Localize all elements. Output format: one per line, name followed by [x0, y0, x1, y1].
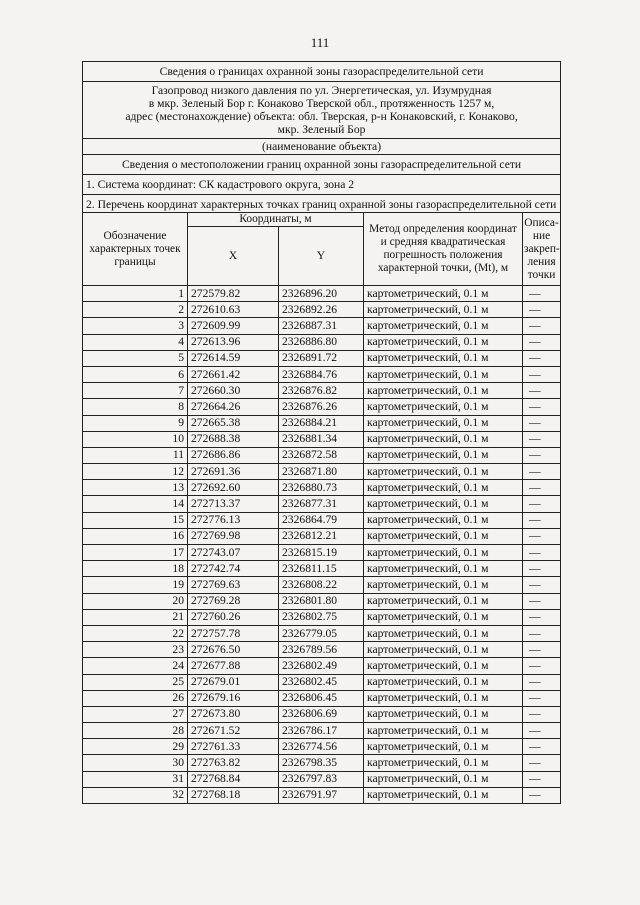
table-row	[83, 561, 561, 577]
point-number-cell: 11	[83, 447, 188, 463]
point-number-cell: 14	[83, 496, 188, 512]
table-row	[83, 447, 561, 463]
y-coordinate-cell: 2326884.76	[279, 366, 364, 382]
table-row	[83, 658, 561, 674]
point-number-cell: 32	[83, 787, 188, 803]
x-coordinate-cell: 272713.37	[188, 496, 279, 512]
document-title: Сведения о границах охранной зоны газораспределительной сети	[83, 62, 561, 82]
y-coordinate-cell: 2326806.45	[279, 690, 364, 706]
col-coords-header: Координаты, м	[188, 213, 364, 227]
point-number-cell: 1	[83, 286, 188, 302]
y-coordinate-cell: 2326811.15	[279, 561, 364, 577]
method-cell: картометрический, 0.1 м	[364, 286, 523, 302]
y-coordinate-cell: 2326774.56	[279, 739, 364, 755]
description-cell: —	[523, 739, 561, 755]
table-row	[83, 431, 561, 447]
method-cell: картометрический, 0.1 м	[364, 334, 523, 350]
x-coordinate-cell: 272671.52	[188, 723, 279, 739]
point-number-cell: 23	[83, 642, 188, 658]
y-coordinate-cell: 2326812.21	[279, 528, 364, 544]
x-coordinate-cell: 272768.18	[188, 787, 279, 803]
description-cell: —	[523, 286, 561, 302]
y-coordinate-cell: 2326876.82	[279, 383, 364, 399]
col-method-header: Метод определения координат и средняя квадратическая погрешность положения характерной точки, (Mt), м	[364, 213, 523, 286]
description-cell: —	[523, 625, 561, 641]
description-cell: —	[523, 496, 561, 512]
y-coordinate-cell: 2326891.72	[279, 350, 364, 366]
point-number-cell: 7	[83, 383, 188, 399]
method-cell: картометрический, 0.1 м	[364, 658, 523, 674]
x-coordinate-cell: 272691.36	[188, 464, 279, 480]
table-row	[83, 690, 561, 706]
y-coordinate-cell: 2326877.31	[279, 496, 364, 512]
method-cell: картометрический, 0.1 м	[364, 593, 523, 609]
y-coordinate-cell: 2326876.26	[279, 399, 364, 415]
description-cell: —	[523, 787, 561, 803]
col-description-header: Описа- ние закреп- ления точки	[523, 213, 561, 286]
page-number: 111	[310, 35, 330, 50]
point-number-cell: 10	[83, 431, 188, 447]
table-row	[83, 739, 561, 755]
point-number-cell: 19	[83, 577, 188, 593]
point-number-cell: 20	[83, 593, 188, 609]
point-number-cell: 26	[83, 690, 188, 706]
method-cell: картометрический, 0.1 м	[364, 706, 523, 722]
description-cell: —	[523, 545, 561, 561]
point-number-cell: 16	[83, 528, 188, 544]
col-y-header: Y	[279, 227, 364, 286]
x-coordinate-cell: 272769.63	[188, 577, 279, 593]
point-number-cell: 15	[83, 512, 188, 528]
object-name	[83, 82, 561, 139]
description-cell: —	[523, 464, 561, 480]
method-cell: картометрический, 0.1 м	[364, 787, 523, 803]
description-cell: —	[523, 674, 561, 690]
y-coordinate-cell: 2326806.69	[279, 706, 364, 722]
description-cell: —	[523, 334, 561, 350]
object-line: адрес (местонахождение) объекта: обл. Тверская, р-н Конаковский, г. Конаково,	[125, 110, 518, 123]
method-cell: картометрический, 0.1 м	[364, 431, 523, 447]
method-cell: картометрический, 0.1 м	[364, 755, 523, 771]
x-coordinate-cell: 272676.50	[188, 642, 279, 658]
table-row	[83, 512, 561, 528]
x-coordinate-cell: 272665.38	[188, 415, 279, 431]
point-number-cell: 24	[83, 658, 188, 674]
x-coordinate-cell: 272743.07	[188, 545, 279, 561]
point-number-cell: 27	[83, 706, 188, 722]
method-cell: картометрический, 0.1 м	[364, 447, 523, 463]
x-coordinate-cell: 272742.74	[188, 561, 279, 577]
point-number-cell: 8	[83, 399, 188, 415]
x-coordinate-cell: 272579.82	[188, 286, 279, 302]
description-cell: —	[523, 447, 561, 463]
table-row	[83, 480, 561, 496]
x-coordinate-cell: 272613.96	[188, 334, 279, 350]
x-coordinate-cell: 272757.78	[188, 625, 279, 641]
x-coordinate-cell: 272761.33	[188, 739, 279, 755]
x-coordinate-cell: 272677.88	[188, 658, 279, 674]
table-row	[83, 771, 561, 787]
method-cell: картометрический, 0.1 м	[364, 350, 523, 366]
description-cell: —	[523, 642, 561, 658]
y-coordinate-cell: 2326871.80	[279, 464, 364, 480]
description-cell: —	[523, 771, 561, 787]
method-cell: картометрический, 0.1 м	[364, 561, 523, 577]
y-coordinate-cell: 2326789.56	[279, 642, 364, 658]
method-cell: картометрический, 0.1 м	[364, 399, 523, 415]
method-cell: картометрический, 0.1 м	[364, 318, 523, 334]
x-coordinate-cell: 272776.13	[188, 512, 279, 528]
x-coordinate-cell: 272769.98	[188, 528, 279, 544]
point-number-cell: 18	[83, 561, 188, 577]
method-cell: картометрический, 0.1 м	[364, 577, 523, 593]
description-cell: —	[523, 755, 561, 771]
table-row	[83, 674, 561, 690]
x-coordinate-cell: 272679.16	[188, 690, 279, 706]
table-row	[83, 706, 561, 722]
x-coordinate-cell: 272661.42	[188, 366, 279, 382]
description-cell: —	[523, 723, 561, 739]
point-number-cell: 22	[83, 625, 188, 641]
method-cell: картометрический, 0.1 м	[364, 642, 523, 658]
point-number-cell: 12	[83, 464, 188, 480]
y-coordinate-cell: 2326798.35	[279, 755, 364, 771]
table-row	[83, 334, 561, 350]
y-coordinate-cell: 2326802.45	[279, 674, 364, 690]
method-cell: картометрический, 0.1 м	[364, 464, 523, 480]
table-row	[83, 642, 561, 658]
method-cell: картометрический, 0.1 м	[364, 512, 523, 528]
points-list-title: 2. Перечень координат характерных точках границ охранной зоны газораспределительной сети	[83, 195, 561, 213]
point-number-cell: 31	[83, 771, 188, 787]
point-number-cell: 2	[83, 302, 188, 318]
point-number-cell: 9	[83, 415, 188, 431]
point-number-cell: 13	[83, 480, 188, 496]
description-cell: —	[523, 480, 561, 496]
point-number-cell: 17	[83, 545, 188, 561]
table-row	[83, 593, 561, 609]
col-point-header: Обозначение характерных точек границы	[83, 213, 188, 286]
table-row	[83, 302, 561, 318]
description-cell: —	[523, 528, 561, 544]
point-number-cell: 6	[83, 366, 188, 382]
y-coordinate-cell: 2326815.19	[279, 545, 364, 561]
table-row	[83, 723, 561, 739]
description-cell: —	[523, 318, 561, 334]
description-cell: —	[523, 577, 561, 593]
y-coordinate-cell: 2326872.58	[279, 447, 364, 463]
x-coordinate-cell: 272768.84	[188, 771, 279, 787]
method-cell: картометрический, 0.1 м	[364, 383, 523, 399]
table-row	[83, 286, 561, 302]
y-coordinate-cell: 2326779.05	[279, 625, 364, 641]
method-cell: картометрический, 0.1 м	[364, 545, 523, 561]
table-row	[83, 609, 561, 625]
table-row	[83, 496, 561, 512]
table-row	[83, 464, 561, 480]
table-row	[83, 787, 561, 803]
point-number-cell: 30	[83, 755, 188, 771]
point-number-cell: 3	[83, 318, 188, 334]
coord-system: 1. Система координат: СК кадастрового округа, зона 2	[83, 175, 561, 195]
object-line: мкр. Зеленый Бор	[277, 123, 366, 136]
method-cell: картометрический, 0.1 м	[364, 366, 523, 382]
method-cell: картометрический, 0.1 м	[364, 771, 523, 787]
y-coordinate-cell: 2326896.20	[279, 286, 364, 302]
x-coordinate-cell: 272769.28	[188, 593, 279, 609]
x-coordinate-cell: 272760.26	[188, 609, 279, 625]
y-coordinate-cell: 2326791.97	[279, 787, 364, 803]
description-cell: —	[523, 658, 561, 674]
y-coordinate-cell: 2326892.26	[279, 302, 364, 318]
x-coordinate-cell: 272692.60	[188, 480, 279, 496]
point-number-cell: 25	[83, 674, 188, 690]
description-cell: —	[523, 366, 561, 382]
method-cell: картометрический, 0.1 м	[364, 496, 523, 512]
location-title: Сведения о местоположении границ охранной зоны газораспределительной сети	[83, 155, 561, 175]
description-cell: —	[523, 415, 561, 431]
method-cell: картометрический, 0.1 м	[364, 302, 523, 318]
method-cell: картометрический, 0.1 м	[364, 415, 523, 431]
method-cell: картометрический, 0.1 м	[364, 674, 523, 690]
table-row	[83, 545, 561, 561]
method-cell: картометрический, 0.1 м	[364, 625, 523, 641]
col-x-header: X	[188, 227, 279, 286]
description-cell: —	[523, 706, 561, 722]
method-cell: картометрический, 0.1 м	[364, 690, 523, 706]
table-row	[83, 366, 561, 382]
y-coordinate-cell: 2326887.31	[279, 318, 364, 334]
x-coordinate-cell: 272763.82	[188, 755, 279, 771]
table-row	[83, 399, 561, 415]
point-number-cell: 28	[83, 723, 188, 739]
x-coordinate-cell: 272686.86	[188, 447, 279, 463]
method-cell: картометрический, 0.1 м	[364, 723, 523, 739]
x-coordinate-cell: 272609.99	[188, 318, 279, 334]
x-coordinate-cell: 272660.30	[188, 383, 279, 399]
method-cell: картометрический, 0.1 м	[364, 528, 523, 544]
table-row	[83, 383, 561, 399]
description-cell: —	[523, 609, 561, 625]
table-row	[83, 577, 561, 593]
y-coordinate-cell: 2326864.79	[279, 512, 364, 528]
description-cell: —	[523, 399, 561, 415]
point-number-cell: 4	[83, 334, 188, 350]
method-cell: картометрический, 0.1 м	[364, 609, 523, 625]
x-coordinate-cell: 272688.38	[188, 431, 279, 447]
x-coordinate-cell: 272679.01	[188, 674, 279, 690]
y-coordinate-cell: 2326802.49	[279, 658, 364, 674]
description-cell: —	[523, 383, 561, 399]
boundary-table	[82, 61, 561, 804]
y-coordinate-cell: 2326884.21	[279, 415, 364, 431]
description-cell: —	[523, 690, 561, 706]
x-coordinate-cell: 272664.26	[188, 399, 279, 415]
y-coordinate-cell: 2326797.83	[279, 771, 364, 787]
y-coordinate-cell: 2326886.80	[279, 334, 364, 350]
point-number-cell: 5	[83, 350, 188, 366]
table-row	[83, 350, 561, 366]
description-cell: —	[523, 431, 561, 447]
x-coordinate-cell: 272673.80	[188, 706, 279, 722]
table-row	[83, 318, 561, 334]
y-coordinate-cell: 2326880.73	[279, 480, 364, 496]
description-cell: —	[523, 302, 561, 318]
object-line: Газопровод низкого давления по ул. Энергетическая, ул. Изумрудная	[151, 84, 492, 97]
y-coordinate-cell: 2326802.75	[279, 609, 364, 625]
y-coordinate-cell: 2326801.80	[279, 593, 364, 609]
description-cell: —	[523, 512, 561, 528]
point-number-cell: 21	[83, 609, 188, 625]
y-coordinate-cell: 2326786.17	[279, 723, 364, 739]
x-coordinate-cell: 272610.63	[188, 302, 279, 318]
table-row	[83, 415, 561, 431]
table-row	[83, 755, 561, 771]
object-caption: (наименование объекта)	[83, 139, 561, 155]
y-coordinate-cell: 2326808.22	[279, 577, 364, 593]
table-row	[83, 625, 561, 641]
description-cell: —	[523, 350, 561, 366]
object-line: в мкр. Зеленый Бор г. Конаково Тверской обл., протяженность 1257 м,	[148, 97, 495, 110]
method-cell: картометрический, 0.1 м	[364, 480, 523, 496]
table-row	[83, 528, 561, 544]
point-number-cell: 29	[83, 739, 188, 755]
method-cell: картометрический, 0.1 м	[364, 739, 523, 755]
description-cell: —	[523, 593, 561, 609]
x-coordinate-cell: 272614.59	[188, 350, 279, 366]
y-coordinate-cell: 2326881.34	[279, 431, 364, 447]
description-cell: —	[523, 561, 561, 577]
